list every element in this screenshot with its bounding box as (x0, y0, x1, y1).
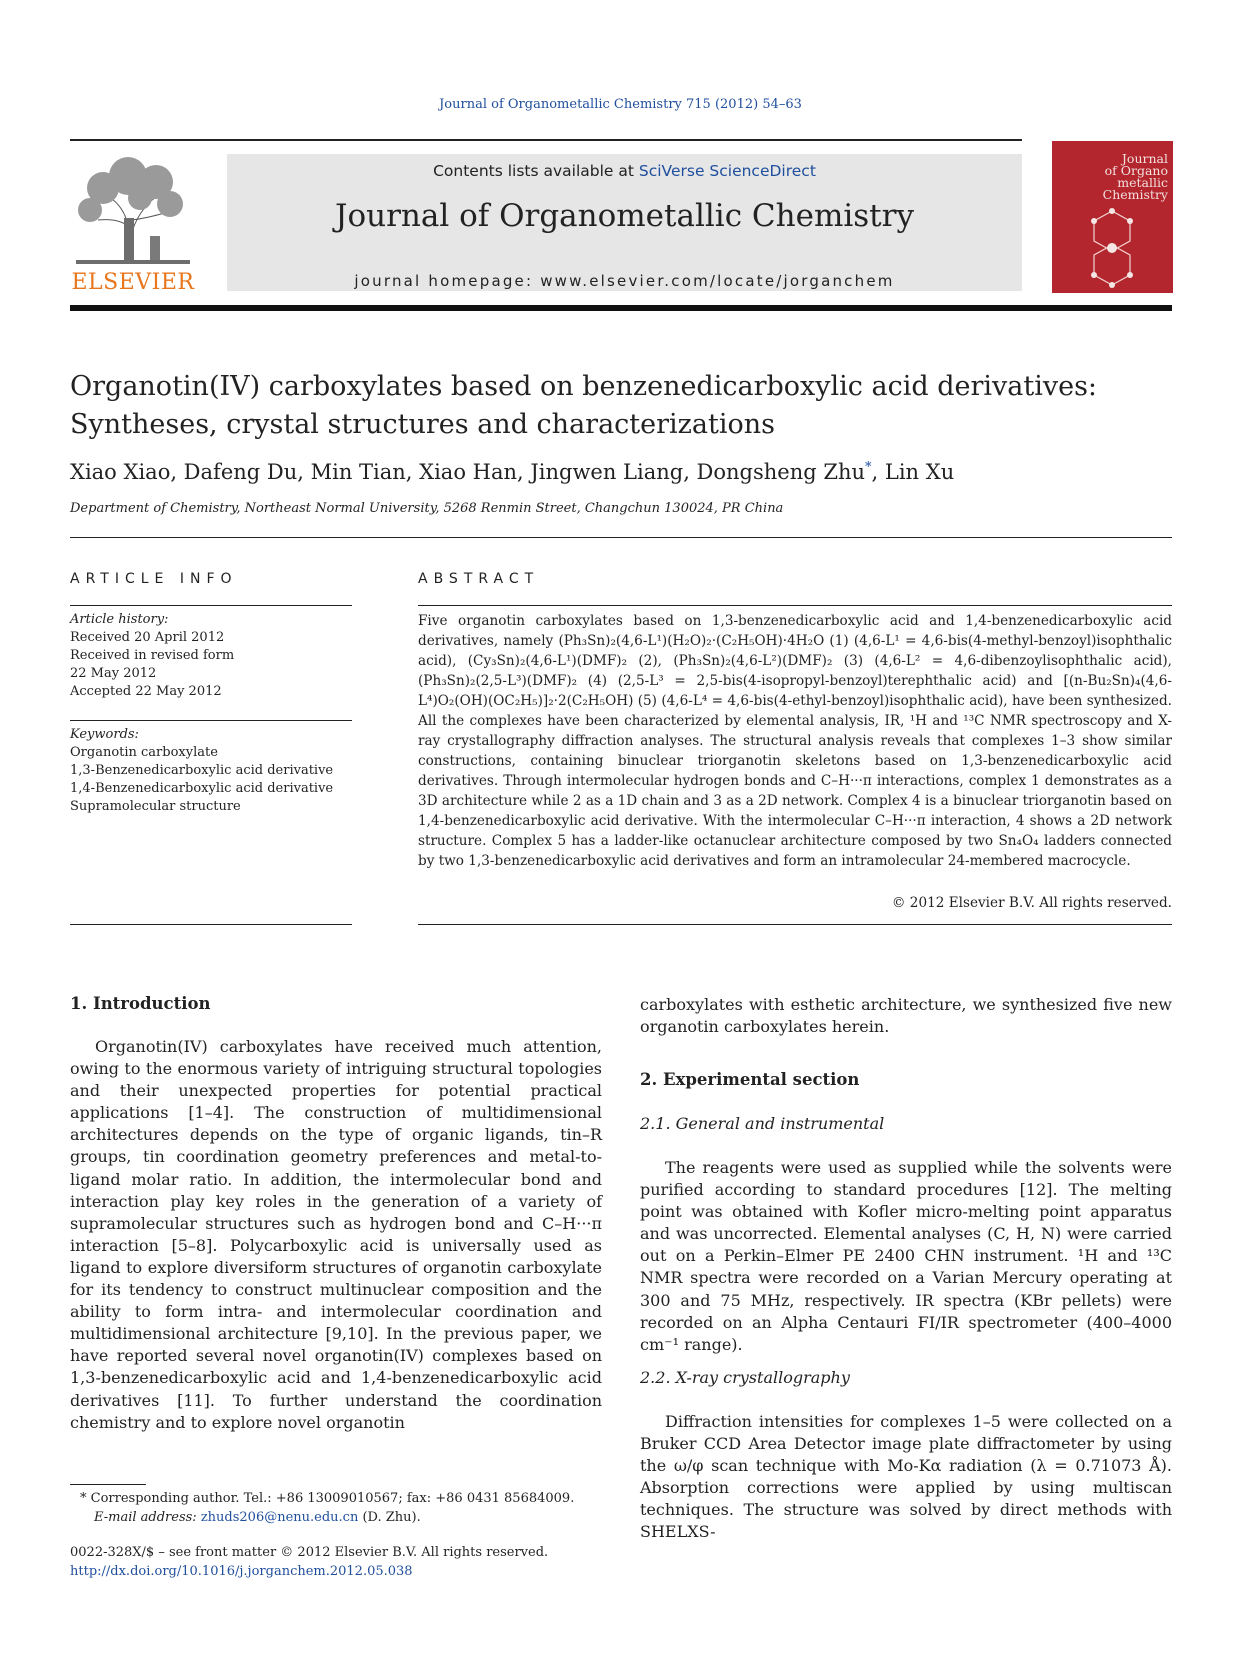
keywords-label: Keywords: (70, 727, 139, 742)
abstract-copyright: © 2012 Elsevier B.V. All rights reserved. (891, 895, 1172, 911)
cover-title (1058, 153, 1168, 201)
cover-title-line: Chemistry (1102, 187, 1168, 202)
authors-tail: , Lin Xu (871, 460, 955, 484)
contents-line (227, 162, 1022, 180)
subsection-heading-xray: 2.2. X-ray crystallography (640, 1368, 850, 1387)
header-thick-rule (70, 305, 1172, 311)
cover-title-line: metallic (1117, 175, 1168, 190)
history-item: Accepted 22 May 2012 (70, 684, 222, 699)
affiliation: Department of Chemistry, Northeast Normal University, 5268 Renmin Street, Changchun 130024, PR China (70, 501, 784, 516)
article-title (70, 368, 1172, 444)
keywords (70, 726, 352, 816)
general-instrumental-paragraph: The reagents were used as supplied while the solvents were purified according to standard procedures [12]. The melting point was obtained with Kofler micro-melting point apparatus and was uncorrected. Elemental analyses (C, H, N) were carried out on a Perkin–Elmer PE 2400 CHN instrument. ¹H and ¹³C NMR spectra were recorded on a Varian Mercury operating at 300 and 75 MHz, respectively. IR spectra (KBr pellets) were recorded on an Alpha Centauri FI/IR spectrometer (400–4000 cm⁻¹ range). (640, 1158, 1172, 1354)
footnote-rule (70, 1484, 146, 1485)
molecule-icon (1072, 205, 1152, 289)
corresponding-author-mark[interactable]: * (865, 460, 872, 475)
elsevier-logo (68, 148, 198, 298)
article-info-rule (70, 605, 352, 606)
author-list (70, 460, 1172, 484)
section-heading-introduction: 1. Introduction (70, 994, 211, 1013)
email-line (70, 1508, 602, 1527)
abstract-bottom-rule (418, 924, 1172, 925)
article-title-line: Organotin(IV) carboxylates based on benzenedicarboxylic acid derivatives: (70, 371, 1098, 402)
abstract-rule (418, 605, 1172, 606)
xray-paragraph: Diffraction intensities for complexes 1–5 were collected on a Bruker CCD Area Detector image plate diffractometer by using the ω/φ scan technique with Mo-Kα radiation (λ = 0.71073 Å). Absorption corrections were applied by using multiscan techniques. The structure was solved by direct methods with SHELXS- (640, 1412, 1172, 1542)
issn-line: 0022-328X/$ – see front matter © 2012 Elsevier B.V. All rights reserved. (70, 1545, 549, 1560)
elsevier-wordmark: ELSEVIER (71, 270, 195, 295)
history-item: 22 May 2012 (70, 666, 157, 681)
front-matter (70, 1543, 602, 1581)
journal-banner (227, 154, 1022, 291)
sciencedirect-link[interactable]: SciVerse ScienceDirect (638, 162, 816, 180)
journal-cover (1052, 141, 1173, 293)
header-rule (70, 139, 1022, 141)
history-item: Received 20 April 2012 (70, 630, 225, 645)
abstract-text: Five organotin carboxylates based on 1,3-benzenedicarboxylic acid and 1,4-benzenedicarboxylic acid derivatives, namely (Ph₃Sn)₂(4,6-L¹)(H₂O)₂·(C₂H₅OH)·4H₂O (1) (4,6-L¹ = 4,6-bis(4-methyl-benzoyl)isophthalic acid), (Cy₃Sn)₂(4,6-L¹)(DMF)₂ (2), (Ph₃Sn)₂(4,6-L²)(DMF)₂ (3) (4,6-L² = 4,6-dibenzoylisophthalic acid), (Ph₃Sn)₂(2,5-L³)(DMF)₂ (4) (2,5-L³ = 2,5-bis(4-isopropyl-benzoyl)terephthalic acid) and [(n-Bu₂Sn)₄(4,6-L⁴)O₂(OH)(OC₂H₅)]₂·2(C₂H₅OH) (5) (4,6-L⁴ = 4,6-bis(4-ethyl-benzoyl)isophthalic acid), have been synthesized. All the complexes have been characterized by elemental analysis, IR, ¹H and ¹³C NMR spectroscopy and X-ray crystallography diffraction analyses. The structural analysis reveals that complexes 1–3 show similar constructions, containing binuclear triorganotin skeletons based on 1,3-benzenedicarboxylic acid derivatives. Through intermolecular hydrogen bonds and C–H···π interactions, complex 1 demonstrates as a 3D architecture while 2 as a 1D chain and 3 as a 2D network. Complex 4 is a binuclear triorganotin based on 1,4-benzenedicarboxylic acid derivative. With the intermolecular C–H···π interaction, 4 shows a 2D network structure. Complex 5 has a ladder-like octanuclear architecture composed by two Sn₄O₄ ladders connected by two 1,3-benzenedicarboxylic acid derivatives and form an intramolecular 24-membered macrocycle. (418, 613, 1172, 869)
journal-citation[interactable]: Journal of Organometallic Chemistry 715 (2012) 54–63 (439, 97, 802, 112)
corresponding-author-note: * Corresponding author. Tel.: +86 13009010567; fax: +86 0431 85684009. (80, 1491, 575, 1506)
title-rule (70, 537, 1172, 538)
doi-link[interactable]: http://dx.doi.org/10.1016/j.jorganchem.2012.05.038 (70, 1564, 413, 1579)
email-label: E-mail address: (94, 1510, 201, 1525)
keyword-item: Organotin carboxylate (70, 745, 218, 760)
journal-homepage[interactable]: journal homepage: www.elsevier.com/locate/jorganchem (354, 272, 895, 290)
authors-text: Xiao Xiao, Dafeng Du, Min Tian, Xiao Han, Jingwen Liang, Dongsheng Zhu (70, 460, 866, 484)
keyword-item: 1,4-Benzenedicarboxylic acid derivative (70, 781, 334, 796)
cover-title-line: Journal (1121, 151, 1168, 166)
section-heading-experimental: 2. Experimental section (640, 1070, 860, 1089)
history-item: Received in revised form (70, 648, 235, 663)
keyword-item: Supramolecular structure (70, 799, 241, 814)
article-history-label: Article history: (70, 612, 169, 627)
email-tail: (D. Zhu). (358, 1510, 421, 1525)
cover-title-line: of Organo (1104, 163, 1168, 178)
introduction-continued: carboxylates with esthetic architecture, we synthesized five new organotin carboxylates herein. (640, 995, 1172, 1037)
keyword-item: 1,3-Benzenedicarboxylic acid derivative (70, 763, 334, 778)
email-link[interactable]: zhuds206@nenu.edu.cn (200, 1510, 359, 1525)
footnote (70, 1489, 602, 1527)
subsection-heading-general: 2.1. General and instrumental (640, 1114, 885, 1133)
article-info-divider (70, 720, 352, 721)
contents-prefix: Contents lists available at (433, 162, 639, 180)
introduction-paragraph: Organotin(IV) carboxylates have received much attention, owing to the enormous variety of intriguing structural topologies and their unexpected properties for potential practical applications [1–4]. The construction of multidimensional architectures depends on the type of organic ligands, tin–R groups, tin coordination geometry preferences and metal-to-ligand molar ratio. In addition, the intermolecular bond and interaction play key roles in the generation of a variety of supramolecular structures such as hydrogen bond and C–H···π interaction [5–8]. Polycarboxylic acid is universally used as ligand to explore diversiform structures of organotin carboxylate for its tendency to construct multinuclear composition and the ability to form intra- and intermolecular coordination and multidimensional architecture [9,10]. In the previous paper, we have reported several novel organotin(IV) complexes based on 1,3-benzenedicarboxylic acid and 1,4-benzenedicarboxylic acid derivatives [11]. To further understand the coordination chemistry and to explore novel organotin (70, 1037, 602, 1432)
abstract-header: ABSTRACT (418, 571, 540, 587)
article-title-line: Syntheses, crystal structures and characterizations (70, 409, 775, 440)
article-history (70, 611, 352, 701)
journal-title: Journal of Organometallic Chemistry (335, 198, 914, 234)
article-info-bottom-rule (70, 924, 352, 925)
article-info-header: ARTICLE INFO (70, 571, 238, 587)
